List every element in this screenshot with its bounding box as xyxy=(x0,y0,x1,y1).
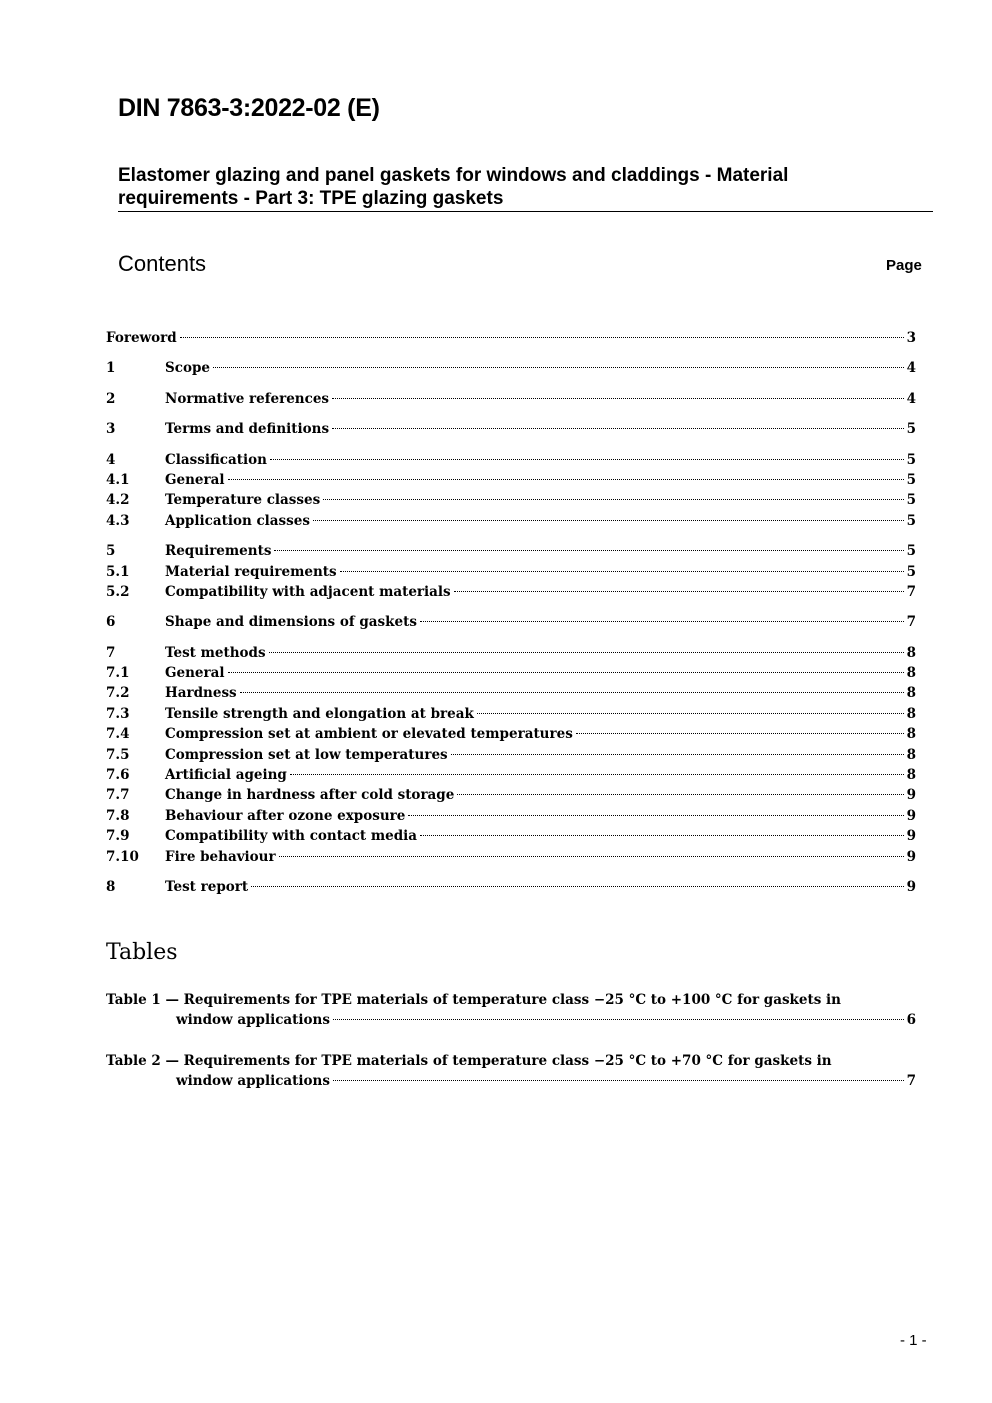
contents-heading: Contents xyxy=(118,251,207,276)
toc-entry-page: 8 xyxy=(906,767,916,784)
toc-entry[interactable] xyxy=(106,470,916,490)
toc-entry-number: 7.9 xyxy=(106,828,130,845)
toc-entry-page: 5 xyxy=(906,471,916,488)
toc-entry[interactable] xyxy=(106,511,916,531)
toc-entry-page: 9 xyxy=(906,878,916,895)
toc-entry-title: Requirements xyxy=(165,543,272,560)
toc-entry-page: 8 xyxy=(906,665,916,682)
dot-leader xyxy=(333,1080,904,1081)
toc-entry-page: 9 xyxy=(906,807,916,824)
dot-leader xyxy=(323,499,903,500)
dot-leader xyxy=(332,428,904,429)
dot-leader xyxy=(180,337,904,338)
dot-leader xyxy=(313,520,904,521)
toc-entry[interactable] xyxy=(106,490,916,510)
toc-entry-title: Test report xyxy=(165,878,249,895)
dot-leader xyxy=(477,713,904,714)
toc-entry-page: 5 xyxy=(906,421,916,438)
dot-leader xyxy=(457,794,903,795)
toc-entry-title: Hardness xyxy=(165,685,237,702)
table-entry-caption-continued xyxy=(106,1010,916,1030)
dot-leader xyxy=(576,733,904,734)
toc-entry-page: 9 xyxy=(906,787,916,804)
toc-entry-number: 5 xyxy=(106,543,116,560)
toc-entry-number: 7.5 xyxy=(106,746,130,763)
dot-leader xyxy=(454,591,904,592)
dot-leader xyxy=(290,774,904,775)
toc-entry-title: Scope xyxy=(165,360,211,377)
toc-entry-number: 7.6 xyxy=(106,767,130,784)
table-entry-caption-line-2: window applications xyxy=(176,1012,330,1029)
toc-entry-number: 4.1 xyxy=(106,471,130,488)
toc-entry[interactable] xyxy=(106,389,916,409)
dot-leader xyxy=(340,571,904,572)
dot-leader xyxy=(408,815,903,816)
toc-entry-number: 7.7 xyxy=(106,787,130,804)
toc-entry-title: Terms and definitions xyxy=(165,421,330,438)
toc-entry-title: Foreword xyxy=(106,330,177,346)
tables-heading: Tables xyxy=(106,940,178,965)
page-column-heading: Page xyxy=(886,257,922,274)
toc-entry-page: 8 xyxy=(906,705,916,722)
toc-entry[interactable] xyxy=(106,612,916,632)
table-entry-page: 6 xyxy=(906,1012,916,1029)
toc-entry[interactable] xyxy=(106,541,916,561)
toc-entry-page: 5 xyxy=(906,492,916,509)
document-id: DIN 7863-3:2022-02 (E) xyxy=(118,94,380,122)
toc-entry-number: 4 xyxy=(106,451,116,468)
toc-entry-page: 4 xyxy=(906,390,916,407)
dot-leader xyxy=(420,621,904,622)
dot-leader xyxy=(420,835,904,836)
toc-entry-title: Change in hardness after cold storage xyxy=(165,787,455,804)
toc-entry[interactable] xyxy=(106,582,916,602)
toc-entry-page: 9 xyxy=(906,848,916,865)
toc-entry[interactable] xyxy=(106,643,916,663)
toc-entry-page: 4 xyxy=(906,360,916,377)
table-entry-caption: Table 1 — Requirements for TPE materials of temperature class −25 °C to +100 °C for gaskets in xyxy=(106,992,841,1008)
table-entry-caption-continued xyxy=(106,1071,916,1091)
toc-entry-page: 5 xyxy=(906,451,916,468)
toc-entry-title: Shape and dimensions of gaskets xyxy=(165,614,417,631)
toc-entry-title: Normative references xyxy=(165,390,330,407)
toc-entry-number: 6 xyxy=(106,614,116,631)
toc-entry-title: Material requirements xyxy=(165,563,337,580)
table-list-entry[interactable] xyxy=(106,1051,916,1092)
toc-entry-number: 4.3 xyxy=(106,512,130,529)
toc-entry-number: 7.3 xyxy=(106,705,130,722)
toc-entry-number: 7.8 xyxy=(106,807,130,824)
toc-entry-number: 8 xyxy=(106,878,116,895)
toc-entry-title: Tensile strength and elongation at break xyxy=(165,705,474,722)
dot-leader xyxy=(240,692,904,693)
toc-entry-page: 5 xyxy=(906,563,916,580)
toc-entry-title: Fire behaviour xyxy=(165,848,276,865)
toc-entry[interactable] xyxy=(106,663,916,683)
toc-entry-page: 8 xyxy=(906,644,916,661)
dot-leader xyxy=(228,672,904,673)
dot-leader xyxy=(451,754,904,755)
document-title xyxy=(118,164,933,212)
toc-entry[interactable] xyxy=(106,745,916,765)
toc-entry[interactable] xyxy=(106,877,916,897)
toc-entry-title: Temperature classes xyxy=(165,492,321,509)
document-title-line-1: Elastomer glazing and panel gaskets for windows and claddings - Material xyxy=(118,165,789,186)
toc-entry-number: 2 xyxy=(106,390,116,407)
toc-entry-number: 7.1 xyxy=(106,665,130,682)
toc-entry[interactable] xyxy=(106,358,916,378)
toc-entry-number: 5.1 xyxy=(106,563,130,580)
toc-entry[interactable] xyxy=(106,562,916,582)
toc-entry[interactable] xyxy=(106,826,916,846)
toc-entry[interactable] xyxy=(106,328,916,348)
toc-entry-page: 8 xyxy=(906,726,916,743)
toc-entry[interactable] xyxy=(106,683,916,703)
toc-entry-page: 9 xyxy=(906,828,916,845)
document-title-line-2: requirements - Part 3: TPE glazing gaskets xyxy=(118,188,504,209)
toc-entry-title: General xyxy=(165,471,225,488)
toc-entry-number: 7 xyxy=(106,644,116,661)
toc-entry-title: Behaviour after ozone exposure xyxy=(165,807,406,824)
toc-entry-title: Compatibility with adjacent materials xyxy=(165,583,451,600)
toc-entry-title: Classification xyxy=(165,451,267,468)
toc-entry-page: 8 xyxy=(906,746,916,763)
toc-entry-number: 7.10 xyxy=(106,848,139,865)
toc-entry-page: 3 xyxy=(906,330,916,346)
toc-entry-page: 7 xyxy=(906,583,916,600)
dot-leader xyxy=(279,856,904,857)
toc-entry-page: 5 xyxy=(906,543,916,560)
dot-leader xyxy=(213,367,904,368)
toc-entry-title: General xyxy=(165,665,225,682)
toc-entry[interactable] xyxy=(106,806,916,826)
table-entry-caption-line-2: window applications xyxy=(176,1073,330,1090)
toc-entry[interactable] xyxy=(106,724,916,744)
toc-entry-number: 7.2 xyxy=(106,685,130,702)
toc-entry-number: 7.4 xyxy=(106,726,130,743)
toc-entry-number: 1 xyxy=(106,360,116,377)
toc-entry-number: 5.2 xyxy=(106,583,130,600)
dot-leader xyxy=(274,550,903,551)
toc-entry-page: 5 xyxy=(906,512,916,529)
toc-entry[interactable] xyxy=(106,765,916,785)
dot-leader xyxy=(269,652,904,653)
toc-entry-title: Test methods xyxy=(165,644,266,661)
table-of-contents xyxy=(106,328,916,897)
toc-entry-title: Compatibility with contact media xyxy=(165,828,418,845)
page-number: - 1 - xyxy=(900,1332,927,1349)
toc-entry-title: Application classes xyxy=(165,512,310,529)
toc-entry-number: 4.2 xyxy=(106,492,130,509)
dot-leader xyxy=(270,459,904,460)
toc-entry[interactable] xyxy=(106,785,916,805)
table-list-entry[interactable] xyxy=(106,990,916,1031)
table-entry-page: 7 xyxy=(906,1073,916,1090)
dot-leader xyxy=(251,886,903,887)
dot-leader xyxy=(228,479,904,480)
toc-entry[interactable] xyxy=(106,419,916,439)
toc-entry-page: 7 xyxy=(906,614,916,631)
toc-entry[interactable] xyxy=(106,450,916,470)
toc-entry-title: Compression set at ambient or elevated temperatures xyxy=(165,726,573,743)
table-entry-caption: Table 2 — Requirements for TPE materials of temperature class −25 °C to +70 °C for gaskets in xyxy=(106,1052,832,1069)
toc-entry[interactable] xyxy=(106,847,916,867)
dot-leader xyxy=(332,398,904,399)
dot-leader xyxy=(333,1019,904,1020)
toc-entry-title: Compression set at low temperatures xyxy=(165,746,448,763)
list-of-tables xyxy=(106,990,916,1112)
toc-entry-title: Artificial ageing xyxy=(165,767,287,784)
toc-entry[interactable] xyxy=(106,704,916,724)
toc-entry-page: 8 xyxy=(906,685,916,702)
toc-entry-number: 3 xyxy=(106,421,116,438)
